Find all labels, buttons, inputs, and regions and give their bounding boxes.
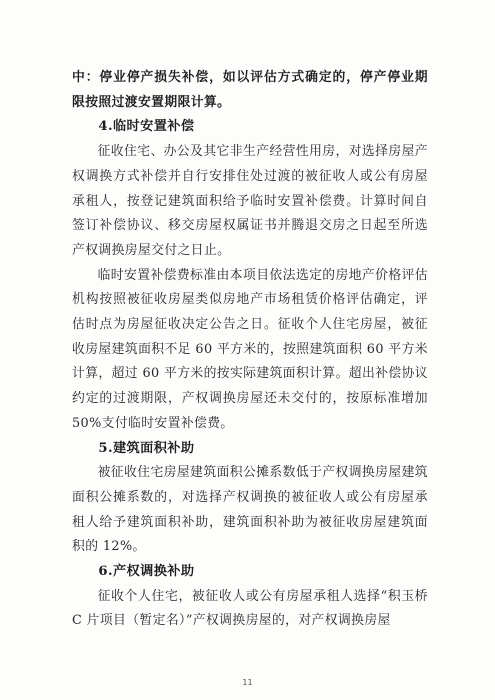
section-heading-5: 5.建筑面积补助 [98, 440, 195, 456]
paragraph-property-exchange-subsidy: 征收个人住宅，被征收人或公有房屋承租人选择“积玉桥 C 片项目（暂定名）”产权调换房屋的，对产权调换房屋 [72, 588, 428, 629]
section-heading-4: 4.临时安置补偿 [98, 119, 195, 135]
section-heading-6: 6.产权调换补助 [98, 564, 195, 580]
page-number: 11 [242, 678, 253, 687]
paragraph-continuation: 中：停业停产损失补偿，如以评估方式确定的，停产停业期限按照过渡安置期限计算。 [72, 70, 428, 110]
paragraph-temporary-resettlement-standard: 临时安置补偿费标准由本项目依法选定的房地产价格评估机构按照被征收房屋类似房地产市场租赁价格评估确定，评估时点为房屋征收决定公告之日。征收个人住宅房屋，被征收房屋建筑面积不足 60 平方米的，按照建筑面积 60 平方米计算，超过 60 平方米的按实际建筑面积计算。超出补偿协议约定的过渡期限，产权调换房屋还未交付的，按原标准增加 50%支付临时安置补偿费。 [72, 267, 428, 431]
document-body [72, 66, 428, 634]
paragraph-temporary-resettlement-scope: 征收住宅、办公及其它非生产经营性用房，对选择房屋产权调换方式补偿并自行安排住处过渡的被征收人或公有房屋承租人，按登记建筑面积给予临时安置补偿费。计算时间自签订补偿协议、移交房屋权属证书并腾退交房之日起至所选产权调换房屋交付之日止。 [72, 144, 428, 258]
paragraph-floor-area-subsidy: 被征收住宅房屋建筑面积公摊系数低于产权调换房屋建筑面积公摊系数的，对选择产权调换的被征收人或公有房屋承租人给予建筑面积补助，建筑面积补助为被征收房屋建筑面积的 12%。 [72, 465, 428, 555]
